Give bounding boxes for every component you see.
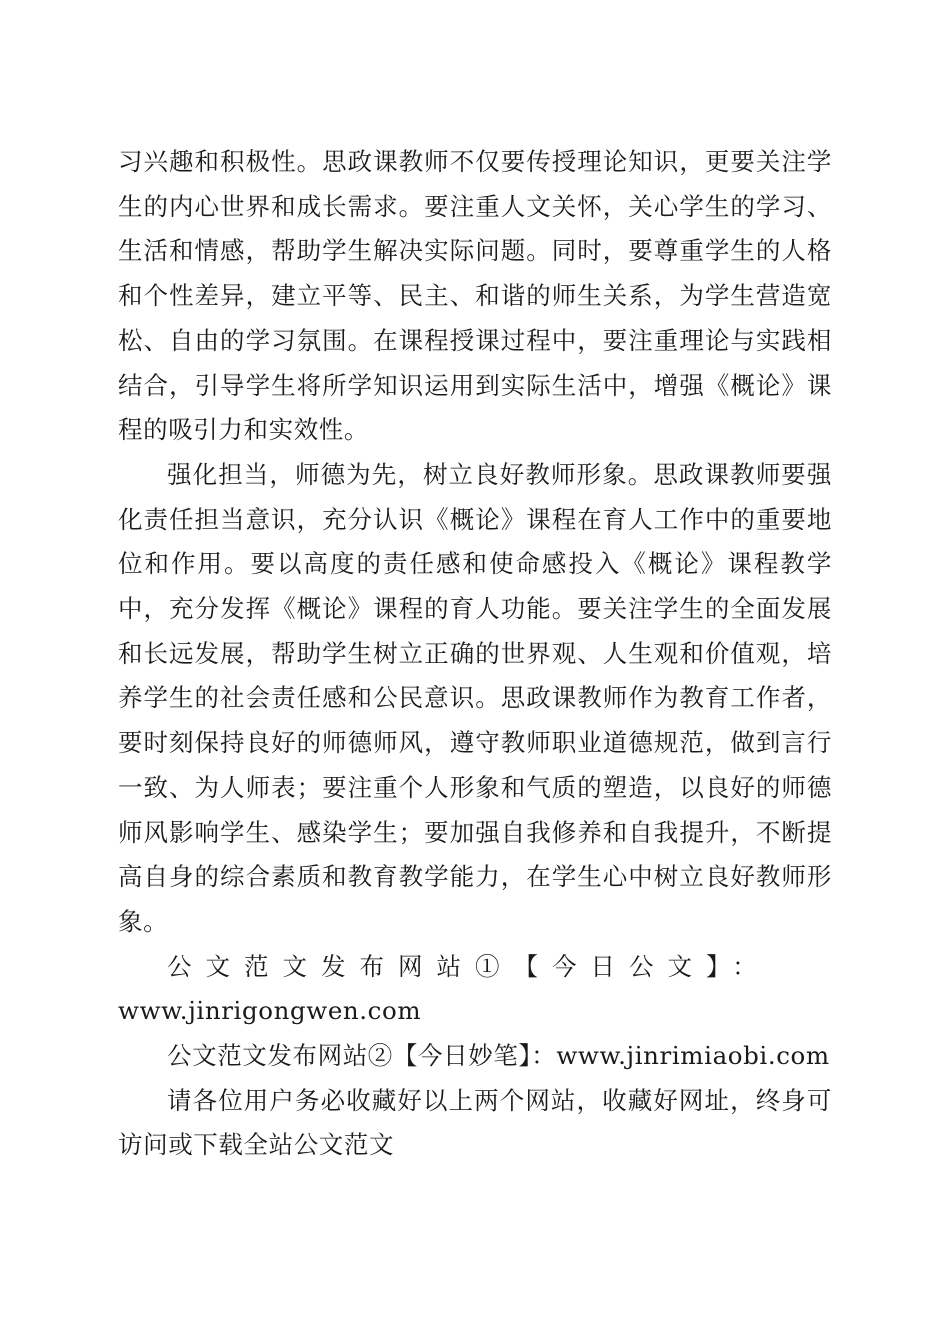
body-paragraph-teacher-image: 强化担当，师德为先，树立良好教师形象。思政课教师要强化责任担当意识，充分认识《概论》课程在育人工作中的重要地位和作用。要以高度的责任感和使命感投入《概论》课程教学中，充分发挥《概论》课程的育人功能。要关注学生的全面发展和长远发展，帮助学生树立正确的世界观、人生观和价值观，培养学生的社会责任感和公民意识。思政课教师作为教育工作者，要时刻保持良好的师德师风，遵守教师职业道德规范，做到言行一致、为人师表；要注重个人形象和气质的塑造，以良好的师德师风影响学生、感染学生；要加强自我修养和自我提升，不断提高自身的综合素质和教育教学能力，在学生心中树立良好教师形象。 bbox=[118, 459, 832, 936]
document-body bbox=[118, 140, 832, 1168]
site-line-1-label: 公文范文发布网站①【今日公文】： bbox=[167, 951, 771, 981]
site-line-2: 公文范文发布网站②【今日妙笔】：www.jinrimiaobi.com bbox=[167, 1041, 830, 1071]
site-line-1-url: www.jinrigongwen.com bbox=[118, 996, 422, 1026]
site-line-1 bbox=[118, 945, 832, 1034]
notice-paragraph: 请各位用户务必收藏好以上两个网站，收藏好网址，终身可访问或下载全站公文范文 bbox=[118, 1085, 832, 1160]
body-paragraph-continued: 习兴趣和积极性。思政课教师不仅要传授理论知识，更要关注学生的内心世界和成长需求。要注重人文关怀，关心学生的学习、生活和情感，帮助学生解决实际问题。同时，要尊重学生的人格和个性差异，建立平等、民主、和谐的师生关系，为学生营造宽松、自由的学习氛围。在课程授课过程中，要注重理论与实践相结合，引导学生将所学知识运用到实际生活中，增强《概论》课程的吸引力和实效性。 bbox=[118, 147, 832, 445]
